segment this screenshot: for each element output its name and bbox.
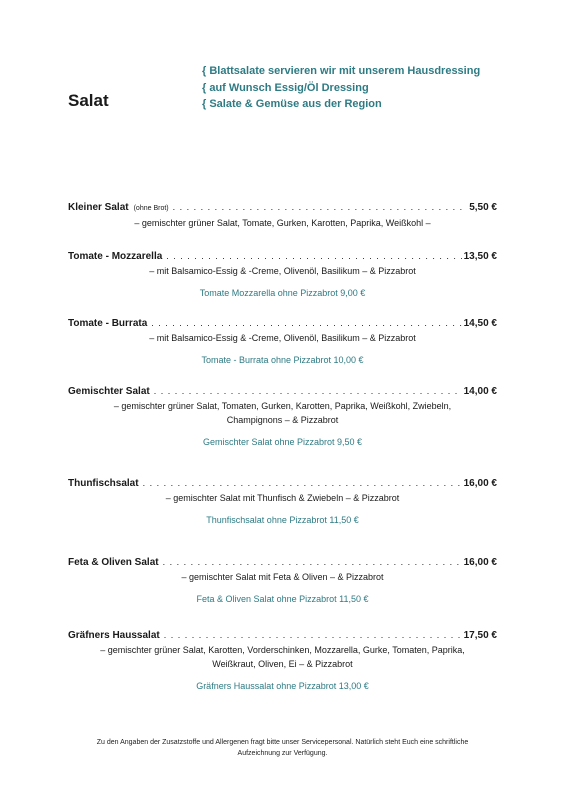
menu-item-tomate-burrata: [68, 317, 497, 365]
menu-item-kleiner-salat: [68, 201, 497, 230]
item-description: – mit Balsamico-Essig & -Creme, Olivenöl, Basilikum – & Pizzabrot: [149, 266, 416, 276]
dressing-notes: [202, 63, 480, 113]
dot-leader: [151, 317, 461, 330]
dot-leader: [154, 385, 462, 398]
note-essig-oel: { auf Wunsch Essig/Öl Dressing: [202, 81, 369, 94]
item-alternative: Gräfners Haussalat ohne Pizzabrot 13,00 €: [196, 681, 369, 691]
menu-item-tomate-mozzarella: [68, 250, 497, 298]
note-hausdressing: { Blattsalate servieren wir mit unserem Hausdressing: [202, 65, 481, 77]
dot-leader: [173, 201, 468, 214]
item-price: 5,50 €: [469, 202, 497, 213]
note-region: { Salate & Gemüse aus der Region: [202, 98, 382, 110]
dot-leader: [163, 556, 462, 569]
item-alternative: Thunfischsalat ohne Pizzabrot 11,50 €: [206, 515, 359, 525]
item-description: – gemischter Salat mit Thunfisch & Zwiebeln – & Pizzabrot: [165, 493, 400, 503]
item-alternative: Feta & Oliven Salat ohne Pizzabrot 11,50 €: [196, 594, 369, 604]
item-name: Gemischter Salat: [68, 386, 150, 397]
menu-item-gemischter-salat: [68, 385, 497, 447]
item-price: 16,00 €: [463, 478, 497, 489]
menu-item-thunfischsalat: [68, 477, 497, 525]
item-name: Tomate - Burrata: [68, 318, 148, 329]
item-note: (ohne Brot): [133, 205, 169, 212]
item-description: – gemischter grüner Salat, Karotten, Vorderschinken, Mozzarella, Gurke, Tomaten, Paprika, Weißkraut, Oliven, Ei – & Pizzabrot: [100, 645, 465, 669]
item-description: – gemischter grüner Salat, Tomate, Gurken, Karotten, Paprika, Weißkohl –: [134, 218, 431, 228]
menu-item-feta-oliven-salat: [68, 556, 497, 604]
item-name: Gräfners Haussalat: [68, 630, 160, 641]
item-name: Thunfischsalat: [68, 478, 139, 489]
page-title: Salat: [68, 91, 109, 110]
item-description: – mit Balsamico-Essig & -Creme, Olivenöl, Basilikum – & Pizzabrot: [149, 333, 416, 343]
item-description: – gemischter grüner Salat, Tomaten, Gurken, Karotten, Paprika, Weißkohl, Zwiebeln, Champignons – & Pizzabrot: [113, 401, 452, 425]
item-alternative: Tomate Mozzarella ohne Pizzabrot 9,00 €: [199, 288, 366, 298]
menu-item-graefners-haussalat: [68, 629, 497, 691]
item-alternative: Gemischter Salat ohne Pizzabrot 9,50 €: [202, 437, 363, 447]
item-description: – gemischter Salat mit Feta & Oliven – & Pizzabrot: [181, 572, 384, 582]
item-price: 13,50 €: [463, 251, 497, 262]
allergen-footer-note: Zu den Angaben der Zusatzstoffe und Allergenen fragt bitte unser Servicepersonal. Natürlich steht Euch eine schriftliche Aufzeichnung zur Verfügung.: [96, 739, 469, 757]
item-alternative: Tomate - Burrata ohne Pizzabrot 10,00 €: [201, 355, 364, 365]
item-name: Tomate - Mozzarella: [68, 251, 163, 262]
item-price: 14,50 €: [463, 318, 497, 329]
dot-leader: [166, 250, 461, 263]
dot-leader: [143, 477, 462, 490]
dot-leader: [164, 629, 462, 642]
item-name: Kleiner Salat: [68, 202, 129, 213]
item-price: 16,00 €: [463, 557, 497, 568]
item-name: Feta & Oliven Salat: [68, 557, 159, 568]
item-price: 14,00 €: [463, 386, 497, 397]
item-price: 17,50 €: [463, 630, 497, 641]
